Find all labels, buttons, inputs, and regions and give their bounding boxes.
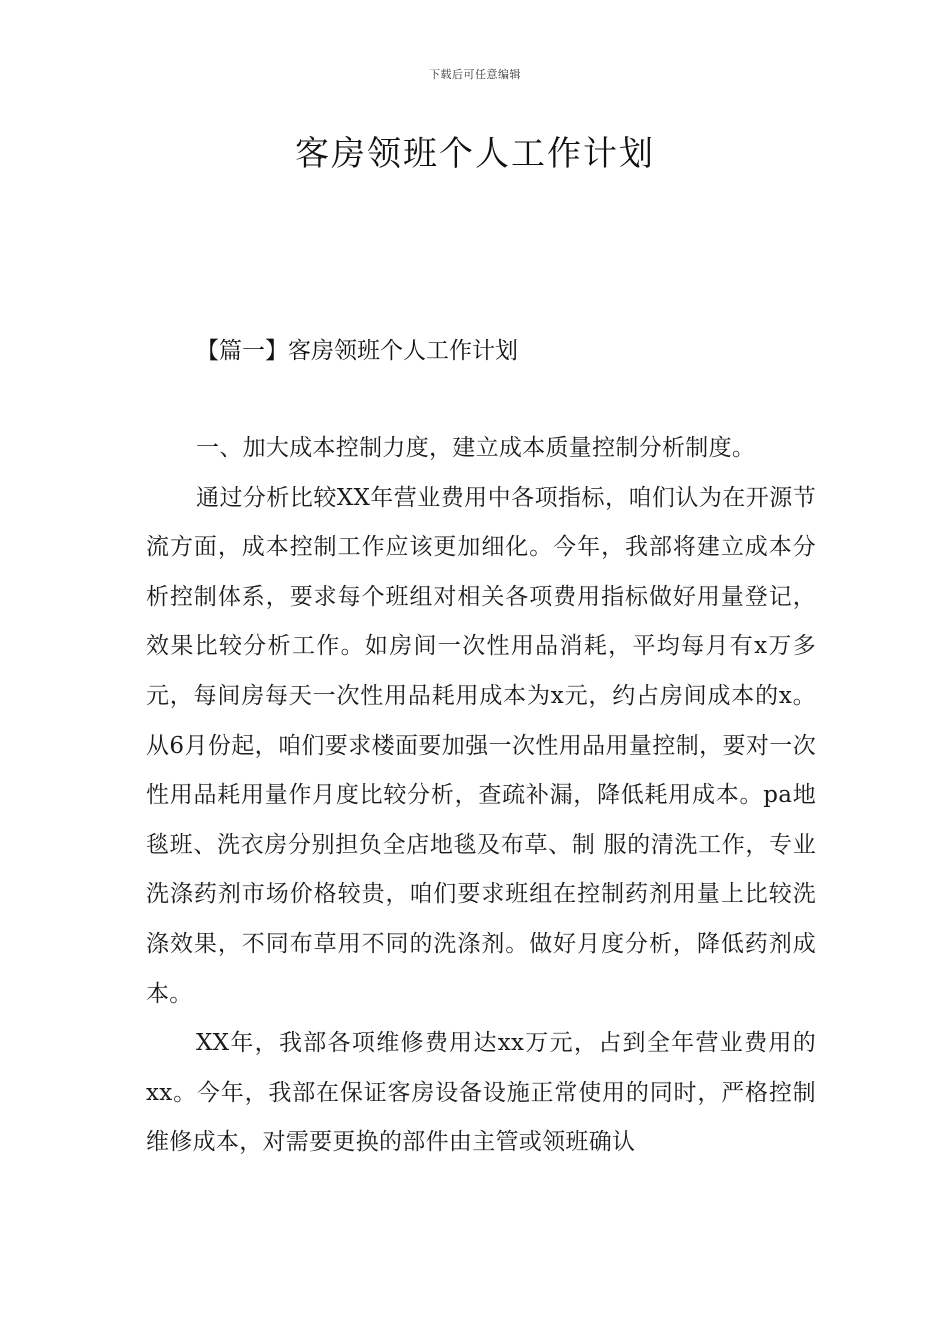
document-title: 客房领班个人工作计划 [295, 134, 655, 174]
paragraph-cost-control-heading: 一、加大成本控制力度，建立成本质量控制分析制度。 [196, 435, 756, 461]
header-note: 下载后可任意编辑 [429, 68, 521, 81]
section-heading: 【篇一】客房领班个人工作计划 [196, 338, 518, 364]
document-body [146, 424, 816, 1168]
paragraph-cost-analysis: 通过分析比较XX年营业费用中各项指标，咱们认为在开源节流方面，成本控制工作应该更加细化。今年，我部将建立成本分析控制体系，要求每个班组对相关各项费用指标做好用量登记，效果比较分析工作。如房间一次性用品消耗，平均每月有x万多元，每间房每天一次性用品耗用成本为x元，约占房间成本的x。从6月份起，咱们要求楼面要加强一次性用品用量控制，要对一次性用品耗用量作月度比较分析，查疏补漏，降低耗用成本。pa地毯班、洗衣房分别担负全店地毯及布草、制 服的清洗工作，专业洗涤药剂市场价格较贵，咱们要求班组在控制药剂用量上比较洗涤效果，不同布草用不同的洗涤剂。做好月度分析，降低药剂成本。 [146, 484, 816, 1007]
paragraph-maintenance-cost: XX年，我部各项维修费用达xx万元，占到全年营业费用的xx。今年，我部在保证客房设备设施正常使用的同时，严格控制维修成本，对需要更换的部件由主管或领班确认 [146, 1030, 816, 1156]
